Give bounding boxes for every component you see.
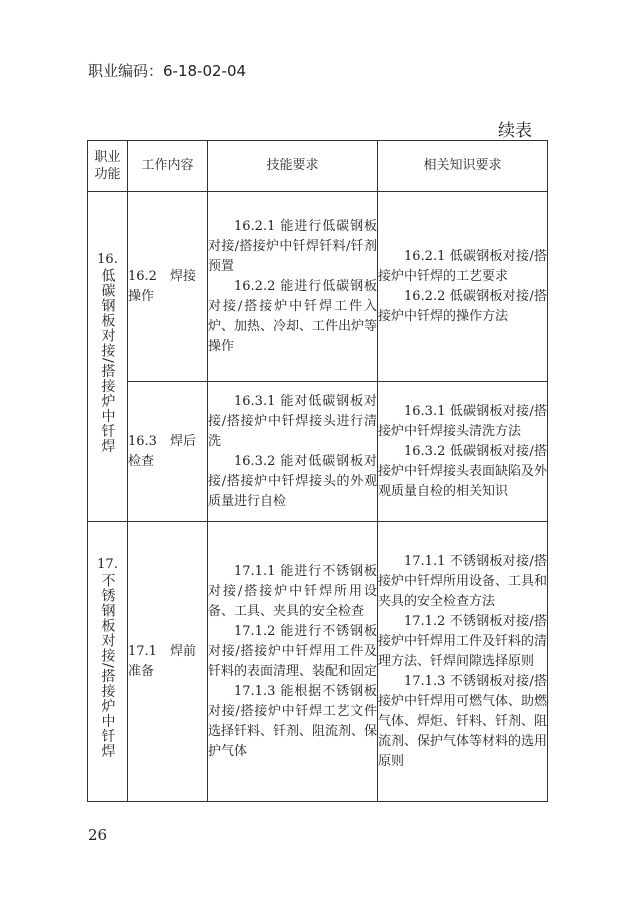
page-number: 26 — [88, 826, 108, 844]
function-cell-17 — [88, 522, 128, 802]
table-row — [88, 192, 548, 382]
knowledge-item: 16.2.1 低碳钢板对接/搭接炉中钎焊的工艺要求 — [378, 248, 547, 284]
header-function: 职业功能 — [88, 141, 128, 192]
header-work: 工作内容 — [128, 141, 208, 192]
knowledge-item: 16.2.2 低碳钢板对接/搭接炉中钎焊的操作方法 — [378, 288, 547, 324]
skill-item: 17.1.1 能进行不锈钢板对接/搭接炉中钎焊所用设备、工具、夹具的安全检查 — [208, 563, 377, 619]
work-content: 16.2 焊接操作 — [128, 268, 196, 304]
knowledge-cell — [378, 192, 548, 382]
work-content: 16.3 焊后检查 — [128, 433, 196, 469]
work-cell — [128, 382, 208, 522]
knowledge-item: 17.1.3 不锈钢板对接/搭接炉中钎焊用可燃气体、助燃气体、焊炬、钎料、钎剂、阻流剂、保护气体等材料的选用原则 — [378, 673, 548, 769]
skill-item: 16.3.1 能对低碳钢板对接/搭接炉中钎焊接头进行清洗 — [208, 393, 377, 449]
function-name: 低碳钢板对接/搭接炉中钎焊 — [99, 268, 116, 454]
function-cell-16 — [88, 192, 128, 522]
knowledge-item: 16.3.2 低碳钢板对接/搭接炉中钎焊接头表面缺陷及外观质量自检的相关知识 — [378, 443, 548, 499]
knowledge-cell — [378, 522, 548, 802]
skill-item: 16.2.2 能进行低碳钢板对接/搭接炉中钎焊工件入炉、加热、冷却、工件出炉等操作 — [208, 278, 378, 354]
work-content: 17.1 焊前准备 — [128, 643, 196, 679]
skill-item: 16.3.2 能对低碳钢板对接/搭接炉中钎焊接头的外观质量进行自检 — [208, 453, 377, 509]
knowledge-cell — [378, 382, 548, 522]
table-header-row — [88, 141, 548, 192]
occupation-code: 职业编码：6-18-02-04 — [88, 62, 247, 80]
continued-label: 续表 — [498, 121, 532, 141]
skills-table — [87, 140, 548, 802]
work-cell — [128, 522, 208, 802]
header-knowledge: 相关知识要求 — [378, 141, 548, 192]
function-name: 不锈钢板对接/搭接炉中钎焊 — [99, 573, 116, 759]
knowledge-item: 17.1.2 不锈钢板对接/搭接炉中钎焊用工件及钎料的清理方法、钎焊间隙选择原则 — [378, 613, 548, 669]
skill-item: 17.1.3 能根据不锈钢板对接/搭接炉中钎焊工艺文件选择钎料、钎剂、阻流剂、保护气体 — [208, 683, 378, 759]
skill-cell — [208, 192, 378, 382]
knowledge-item: 17.1.1 不锈钢板对接/搭接炉中钎焊所用设备、工具和夹具的安全检查方法 — [378, 553, 548, 609]
work-cell — [128, 192, 208, 382]
skill-item: 16.2.1 能进行低碳钢板对接/搭接炉中钎焊钎料/钎剂预置 — [208, 218, 377, 274]
header-skill: 技能要求 — [208, 141, 378, 192]
function-number: 16. — [97, 252, 118, 268]
skill-item: 17.1.2 能进行不锈钢板对接/搭接炉中钎焊用工件及钎料的表面清理、装配和固定 — [208, 623, 378, 679]
skill-cell — [208, 382, 378, 522]
knowledge-item: 16.3.1 低碳钢板对接/搭接炉中钎焊接头清洗方法 — [378, 403, 547, 439]
table-row — [88, 522, 548, 802]
table-row — [88, 382, 548, 522]
skill-cell — [208, 522, 378, 802]
function-number: 17. — [97, 557, 118, 573]
